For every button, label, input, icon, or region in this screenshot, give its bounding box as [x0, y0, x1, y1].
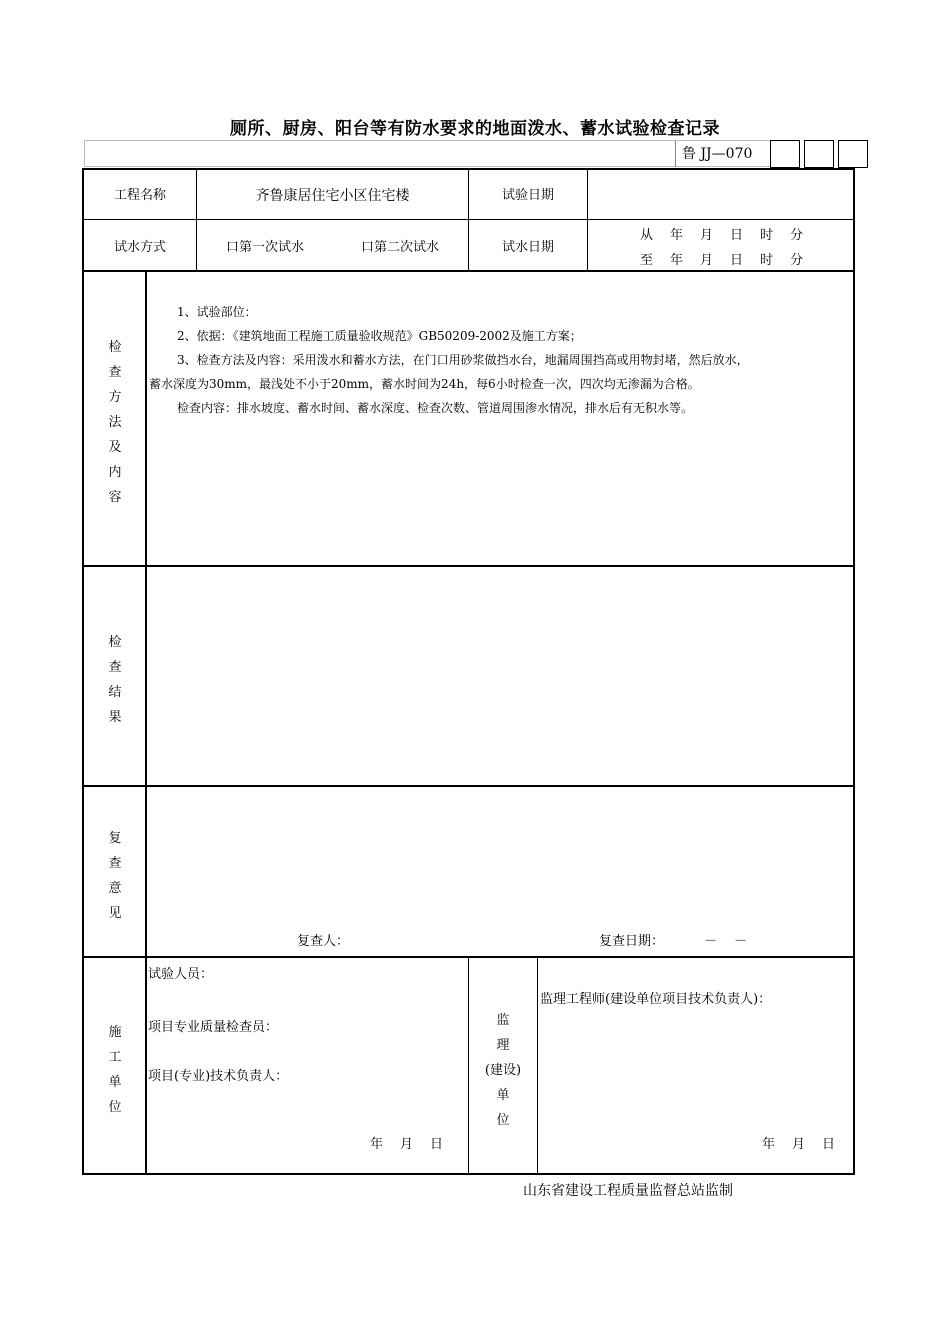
review-date-label: 复查日期： [599, 934, 665, 949]
construction-unit-label: 施 工 单 位 [108, 1025, 122, 1115]
code-box-3[interactable] [838, 140, 868, 168]
tester-label[interactable]: 试验人员： [148, 967, 214, 982]
header-bar [84, 140, 771, 167]
form-code: 鲁 JJ—070 [675, 141, 770, 167]
tech-lead-label[interactable]: 项目(专业)技术负责人： [148, 1069, 289, 1084]
first-test-option[interactable]: 口第一次试水 [226, 240, 305, 255]
inspection-line-4: 蓄水深度为30mm，最浅处不小于20mm，蓄水时间为24h，每6小时检查一次，四次均无渗漏为合格。 [149, 377, 700, 391]
project-name-label: 工程名称 [113, 188, 166, 203]
project-name-value[interactable]: 齐鲁康居住宅小区住宅楼 [255, 188, 410, 204]
review-date-value[interactable]: － － [704, 934, 748, 949]
second-test-option[interactable]: 口第二次试水 [361, 240, 440, 255]
review-area[interactable] [148, 788, 853, 928]
reviewer-label: 复查人： [297, 934, 350, 949]
record-table [82, 168, 855, 1175]
construction-date[interactable]: 年 月 日 [370, 1137, 446, 1152]
result-label: 检 查 结 果 [108, 635, 122, 725]
review-label: 复 查 意 见 [108, 831, 122, 921]
water-date-label: 试水日期 [501, 240, 554, 255]
inspection-line-5: 检查内容：排水坡度、蓄水时间、蓄水深度、检查次数、管道周围渗水情况，排水后有无积水等。 [177, 401, 694, 415]
water-date-from[interactable]: 从 年 月 日 时 分 [640, 228, 806, 243]
inspection-line-2: 2、依据：《建筑地面工程施工质量验收规范》GB50209-2002及施工方案； [177, 329, 582, 343]
code-box-1[interactable] [770, 140, 800, 168]
inspection-label: 检 查 方 法 及 内 容 [108, 340, 122, 505]
method-label: 试水方式 [113, 240, 166, 255]
supervision-engineer-label[interactable]: 监理工程师(建设单位项目技术负责人)： [540, 992, 772, 1007]
code-box-2[interactable] [804, 140, 834, 168]
supervision-date[interactable]: 年 月 日 [762, 1137, 838, 1152]
result-area[interactable] [148, 568, 853, 783]
supervision-unit-label: 监 理 (建设) 单 位 [484, 1013, 522, 1128]
inspection-line-1: 1、试验部位： [177, 305, 257, 319]
water-date-to[interactable]: 至 年 月 日 时 分 [640, 253, 806, 268]
footer-issuer: 山东省建设工程质量监督总站监制 [523, 1183, 733, 1199]
inspection-line-3: 3、检查方法及内容：采用泼水和蓄水方法，在门口用砂浆做挡水台，地漏周围挡高或用物封堵，然后放水， [177, 353, 749, 367]
test-date-label: 试验日期 [501, 188, 554, 203]
quality-inspector-label[interactable]: 项目专业质量检查员： [148, 1020, 279, 1035]
form-title: 厕所、厨房、阳台等有防水要求的地面泼水、蓄水试验检查记录 [230, 119, 720, 139]
